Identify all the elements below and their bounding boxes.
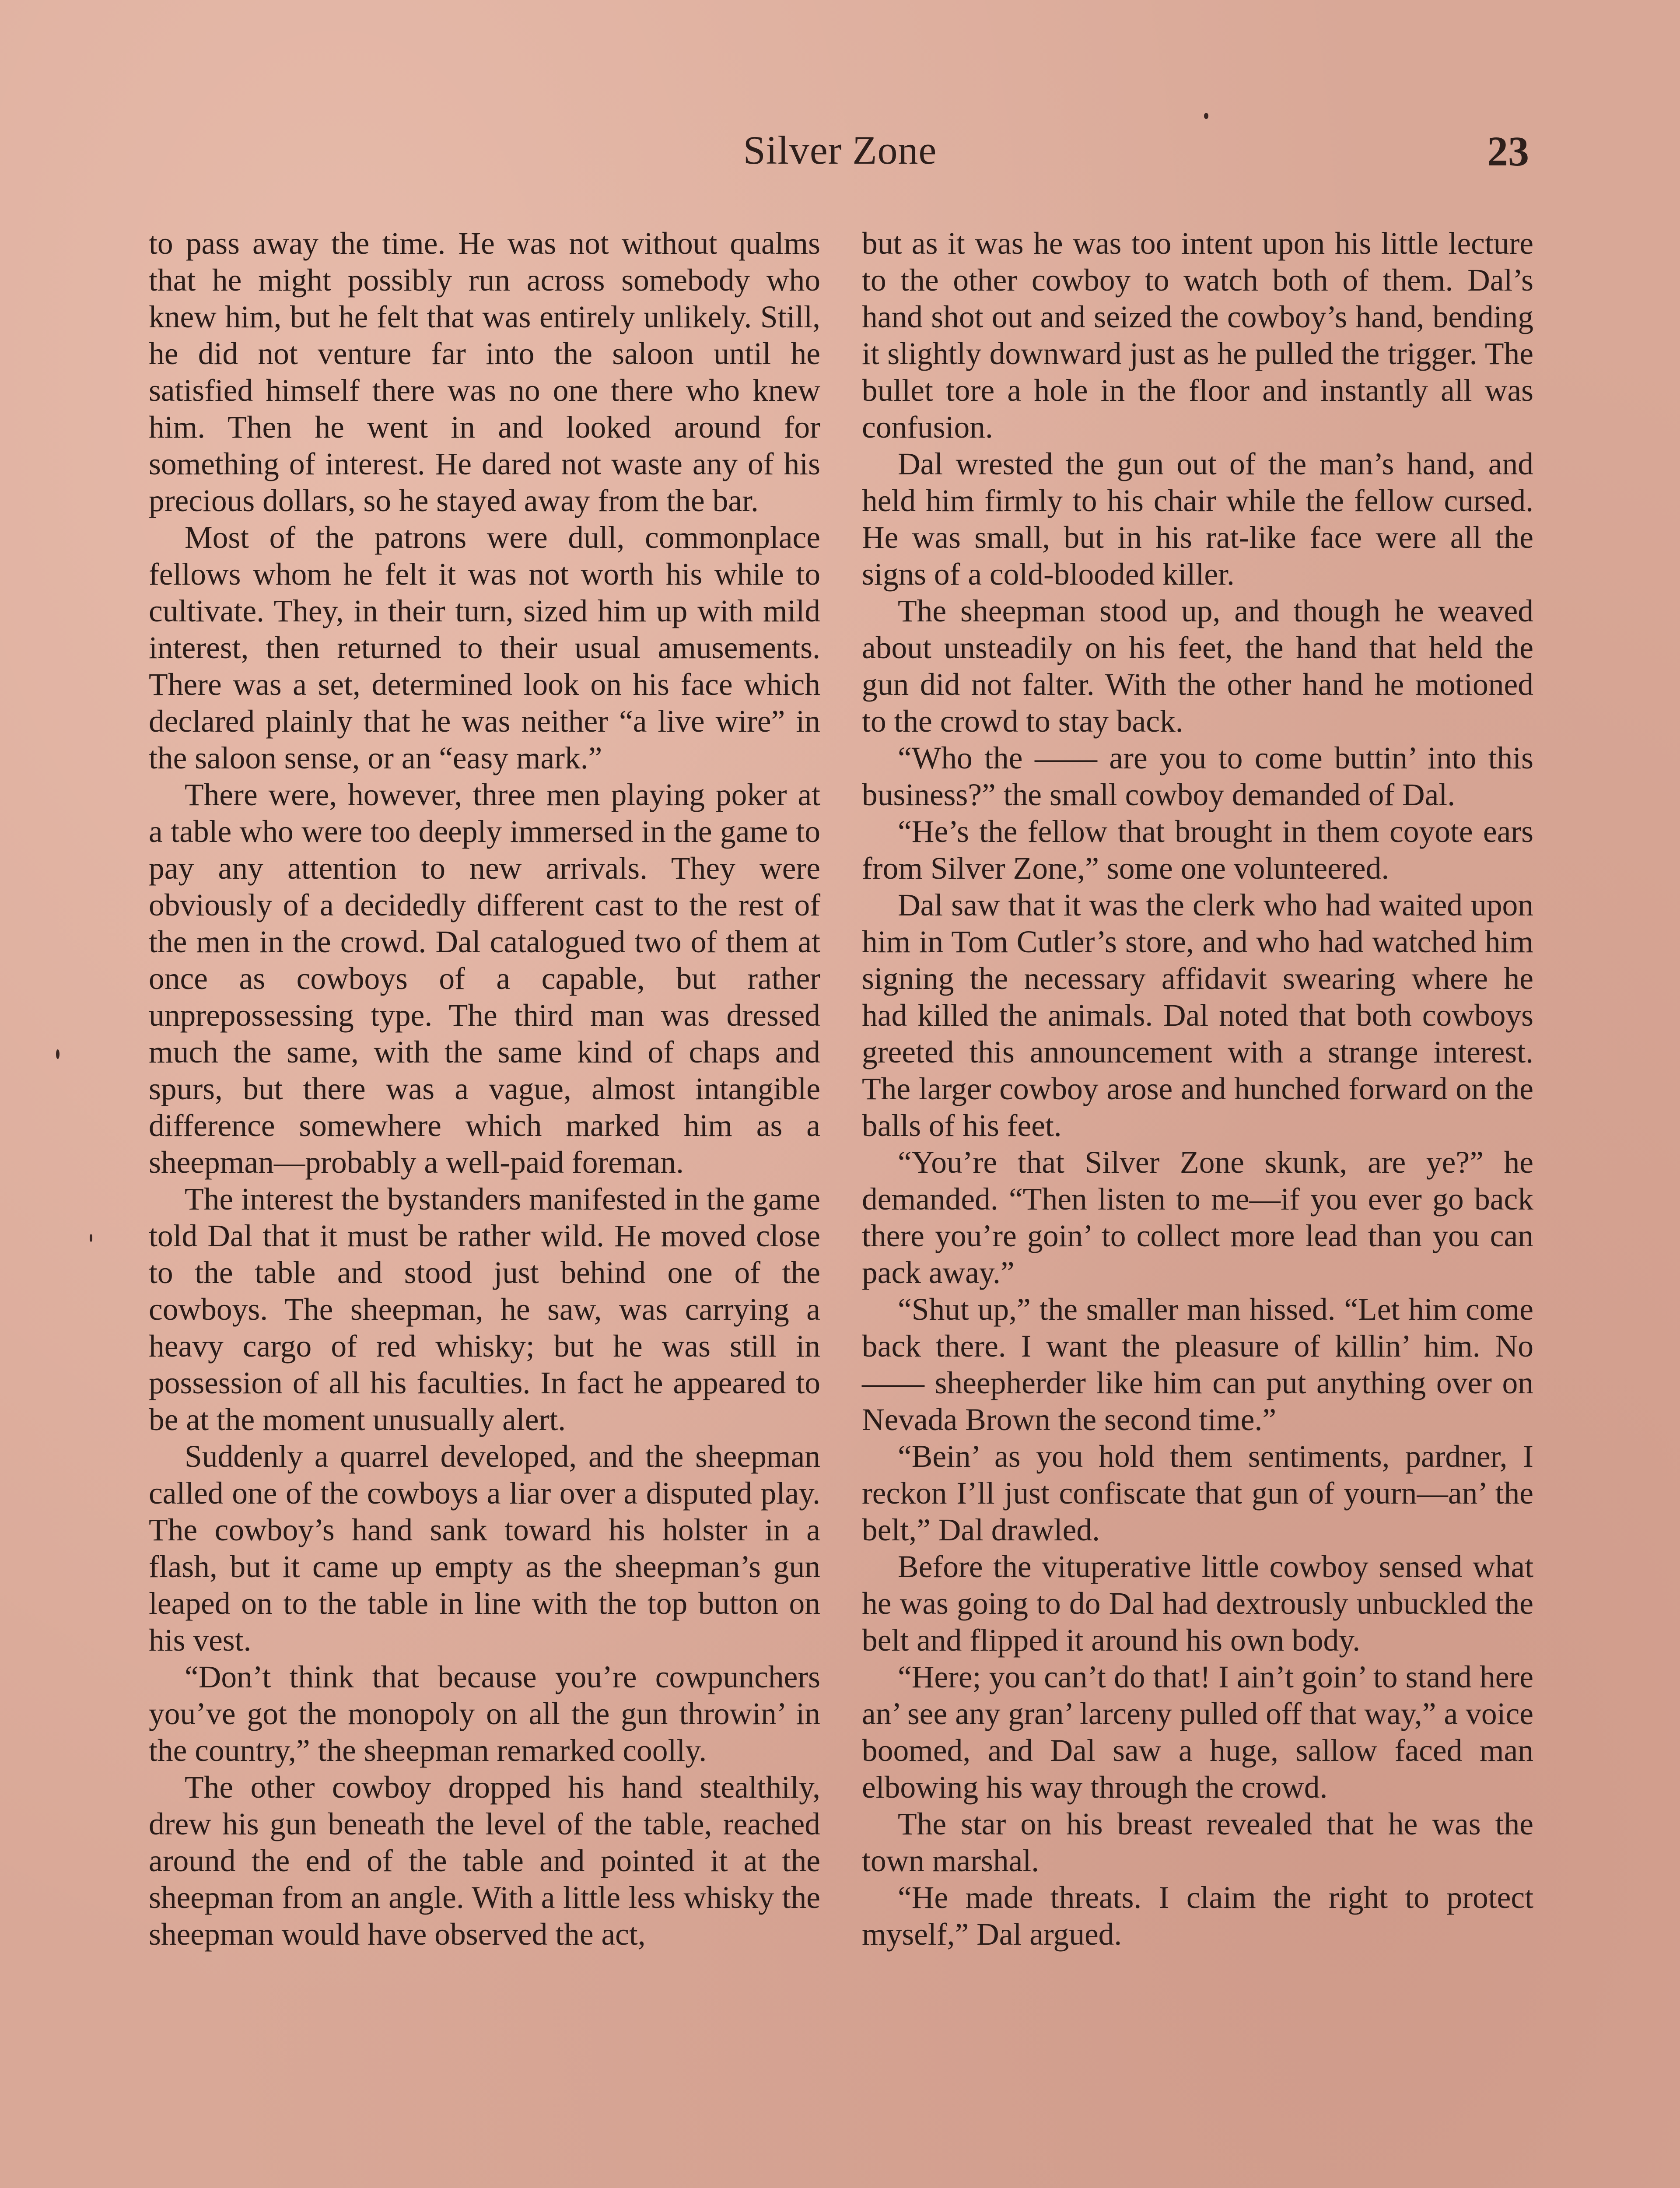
- paragraph: to pass away the time. He was not without qualms that he might possibly run across somebody who knew him, but he felt that was entirely unlikely. Still, he did not venture far into the saloon until he satisfied himself there was no one there who knew him. Then he went in and looked around for something of interest. He dared not waste any of his precious dollars, so he stayed away from the bar.: [149, 226, 820, 518]
- paragraph: The sheepman stood up, and though he weaved about unsteadily on his feet, the hand that held the gun did not falter. With the other hand he motioned to the crowd to stay back.: [862, 594, 1533, 739]
- page-number: 23: [1487, 128, 1529, 175]
- paragraph: “Here; you can’t do that! I ain’t goin’ to stand here an’ see any gran’ larceny pulled off that way,” a voice boomed, and Dal saw a huge, sallow faced man elbowing his way through the crowd.: [862, 1660, 1533, 1805]
- paragraph: Most of the patrons were dull, commonplace fellows whom he felt it was not worth his while to cultivate. They, in their turn, sized him up with mild interest, then returned to their usual amusements. There was a set, determined look on his face which declared plainly that he was neither “a live wire” in the saloon sense, or an “easy mark.”: [149, 520, 820, 775]
- paper-speck: [56, 1049, 60, 1059]
- paragraph: Dal saw that it was the clerk who had waited upon him in Tom Cutler’s store, and who had watched him signing the necessary affidavit swearing where he had killed the animals. Dal noted that both cowboys greeted this announcement with a strange interest. The larger cowboy arose and hunched forward on the balls of his feet.: [862, 888, 1533, 1143]
- paragraph: “Shut up,” the smaller man hissed. “Let him come back there. I want the pleasure of killin’ him. No —— sheepherder like him can put anything over on Nevada Brown the second time.”: [862, 1292, 1533, 1437]
- paper-speck: [1204, 113, 1208, 119]
- paragraph: There were, however, three men playing poker at a table who were too deeply immersed in the game to pay any attention to new arrivals. They were obviously of a decidedly different cast to the rest of the men in the crowd. Dal catalogued two of them at once as cowboys of a capable, but rather unprepossessing type. The third man was dressed much the same, with the same kind of chaps and spurs, but there was a vague, almost intangible difference somewhere which marked him as a sheepman—probably a well-paid foreman.: [149, 778, 820, 1180]
- paragraph: Before the vituperative little cowboy sensed what he was going to do Dal had dextrously unbuckled the belt and flipped it around his own body.: [862, 1550, 1533, 1658]
- paragraph: Dal wrested the gun out of the man’s hand, and held him firmly to his chair while the fellow cursed. He was small, but in his rat-like face were all the signs of a cold-blooded killer.: [862, 447, 1533, 592]
- paragraph: “Who the —— are you to come buttin’ into this business?” the small cowboy demanded of Dal.: [862, 741, 1533, 812]
- left-column: [149, 225, 820, 1953]
- paragraph: The other cowboy dropped his hand stealthily, drew his gun beneath the level of the table, reached around the end of the table and pointed it at the sheepman from an angle. With a little less whisky the sheepman would have observed the act,: [149, 1770, 820, 1952]
- paragraph: The star on his breast revealed that he was the town marshal.: [862, 1807, 1533, 1878]
- running-title: Silver Zone: [743, 128, 937, 172]
- paragraph: “He’s the fellow that brought in them coyote ears from Silver Zone,” some one volunteered.: [862, 814, 1533, 886]
- right-column: [862, 225, 1533, 1953]
- paragraph: but as it was he was too intent upon his little lecture to the other cowboy to watch both of them. Dal’s hand shot out and seized the cowboy’s hand, bending it slightly downward just as he pulled the trigger. The bullet tore a hole in the floor and instantly all was confusion.: [862, 226, 1533, 445]
- paper-speck: [90, 1234, 92, 1242]
- paragraph: “Don’t think that because you’re cowpunchers you’ve got the monopoly on all the gun throwin’ in the country,” the sheepman remarked coolly.: [149, 1660, 820, 1768]
- paragraph: “You’re that Silver Zone skunk, are ye?” he demanded. “Then listen to me—if you ever go back there you’re goin’ to collect more lead than you can pack away.”: [862, 1145, 1533, 1290]
- paragraph: Suddenly a quarrel developed, and the sheepman called one of the cowboys a liar over a disputed play. The cowboy’s hand sank toward his holster in a flash, but it came up empty as the sheepman’s gun leaped on to the table in line with the top button on his vest.: [149, 1439, 820, 1658]
- paragraph: The interest the bystanders manifested in the game told Dal that it must be rather wild. He moved close to the table and stood just behind one of the cowboys. The sheepman, he saw, was carrying a heavy cargo of red whisky; but he was still in possession of all his faculties. In fact he appeared to be at the moment unusually alert.: [149, 1182, 820, 1437]
- paragraph: “He made threats. I claim the right to protect myself,” Dal argued.: [862, 1880, 1533, 1952]
- paragraph: “Bein’ as you hold them sentiments, pardner, I reckon I’ll just confiscate that gun of yourn—an’ the belt,” Dal drawled.: [862, 1439, 1533, 1547]
